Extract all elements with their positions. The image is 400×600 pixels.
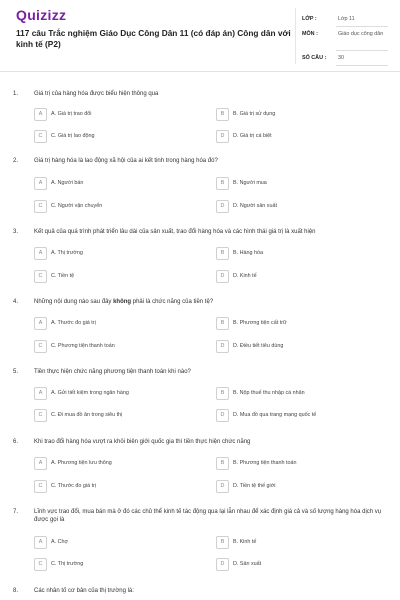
option-letter: A — [34, 177, 47, 190]
option-letter: D — [216, 558, 229, 571]
option-letter: D — [216, 480, 229, 493]
option-text: D. Mua đồ qua trang mạng quốc tế — [233, 412, 317, 418]
option-text: A. Thị trường — [51, 250, 83, 256]
option-text: C. Người vận chuyển — [51, 203, 103, 209]
option-letter: A — [34, 536, 47, 549]
option-letter: C — [34, 480, 47, 493]
option-text: D. Sản xuất — [233, 561, 262, 567]
option-text: C. Đi mua đồ ăn trong siêu thị — [51, 412, 123, 418]
option-letter: C — [34, 558, 47, 571]
question-number: 3. — [13, 229, 19, 235]
question-number: 2. — [13, 158, 19, 164]
option-text: B. Kinh tế — [233, 539, 257, 545]
question-3 — [0, 228, 400, 300]
option-text: C. Thước đo giá trị — [51, 483, 97, 489]
question-6 — [0, 438, 400, 510]
question-7 — [0, 508, 400, 588]
option-letter: B — [216, 536, 229, 549]
meta-divider — [295, 8, 296, 64]
question-text: Tiền thực hiện chức năng phương tiện thanh toán khi nào? — [34, 369, 191, 375]
question-8 — [0, 587, 400, 599]
option-text: C. Phương tiện thanh toán — [51, 343, 115, 349]
question-text-part: phải là chức năng của tiền tệ? — [131, 299, 214, 305]
option-letter: C — [34, 409, 47, 422]
page-header — [0, 0, 400, 72]
option-letter: C — [34, 270, 47, 283]
option-letter: A — [34, 457, 47, 470]
question-text: Các nhân tố cơ bản của thị trường là: — [34, 588, 134, 594]
question-number: 1. — [13, 91, 19, 97]
question-number: 4. — [13, 299, 19, 305]
meta-subject-value: Giáo dục công dân — [338, 31, 384, 37]
option-letter: B — [216, 108, 229, 121]
meta-line — [336, 50, 388, 51]
option-text: C. Tiền tệ — [51, 273, 75, 279]
question-4 — [0, 298, 400, 370]
option-text: B. Phương tiện cất trữ — [233, 320, 287, 326]
option-text: A. Gửi tiết kiệm trong ngân hàng — [51, 390, 129, 396]
option-text: C. Thị trường — [51, 561, 84, 567]
question-2 — [0, 157, 400, 229]
meta-count-label: SỐ CÂU : — [302, 55, 327, 61]
question-number: 7. — [13, 509, 19, 515]
meta-class-value: Lớp 11 — [338, 16, 355, 22]
option-letter: C — [34, 200, 47, 213]
option-text: B. Hàng hóa — [233, 250, 263, 256]
option-text: B. Người mua — [233, 180, 267, 186]
option-text: A. Thước đo giá trị — [51, 320, 96, 326]
option-letter: A — [34, 317, 47, 330]
option-text: D. Giá trị cá biệt — [233, 133, 272, 139]
option-letter: D — [216, 270, 229, 283]
question-text: Giá trị của hàng hóa được biểu hiện thông qua — [34, 91, 159, 97]
option-letter: A — [34, 108, 47, 121]
option-letter: D — [216, 340, 229, 353]
option-text: D. Người sản xuất — [233, 203, 277, 209]
option-text: A. Giá trị trao đổi — [51, 111, 92, 117]
option-text: A. Người bán — [51, 180, 84, 186]
option-letter: D — [216, 200, 229, 213]
meta-line — [336, 65, 388, 66]
option-text: D. Tiền tệ thế giới — [233, 483, 276, 489]
question-text: Lĩnh vực trao đổi, mua bán mà ở đó các chủ thể kinh tế tác động qua lại lẫn nhau để xác định giá cả và số lượng hàng hóa dịch vụ được gọi là — [34, 509, 382, 523]
option-text: C. Giá trị lao động — [51, 133, 95, 139]
option-letter: B — [216, 387, 229, 400]
option-letter: B — [216, 457, 229, 470]
option-letter: B — [216, 177, 229, 190]
option-text: D. Điều tiết tiêu dùng — [233, 343, 284, 349]
option-letter: C — [34, 340, 47, 353]
option-text: B. Giá trị sử dụng — [233, 111, 276, 117]
question-text: Kết quả của quá trình phát triển lâu dài của sản xuất, trao đổi hàng hóa và các hình thái giá trị là xuất hiện — [34, 229, 316, 235]
question-text — [34, 298, 384, 306]
meta-count-value: 30 — [338, 55, 344, 61]
question-1 — [0, 90, 400, 162]
question-number: 5. — [13, 369, 19, 375]
option-letter: A — [34, 387, 47, 400]
meta-class-label: LỚP : — [302, 16, 317, 22]
option-text: A. Chợ — [51, 539, 69, 545]
question-text-emphasis: không — [113, 299, 132, 305]
option-text: B. Phương tiện thanh toán — [233, 460, 297, 466]
question-5 — [0, 368, 400, 440]
option-text: A. Phương tiện lưu thông — [51, 460, 112, 466]
meta-subject-label: MÔN : — [302, 31, 318, 37]
option-text: B. Nộp thuế thu nhập cá nhân — [233, 390, 305, 396]
meta-line — [336, 26, 388, 27]
option-letter: D — [216, 409, 229, 422]
option-letter: C — [34, 130, 47, 143]
question-text-part: Những nội dung nào sau đây — [34, 299, 114, 305]
question-text: Khi trao đổi hàng hóa vượt ra khỏi biên giới quốc gia thì tiền thực hiện chức năng — [34, 439, 251, 445]
question-number: 8. — [13, 588, 19, 594]
question-number: 6. — [13, 439, 19, 445]
option-letter: B — [216, 317, 229, 330]
option-letter: A — [34, 247, 47, 260]
option-text: D. Kinh tế — [233, 273, 257, 279]
question-text: Giá trị hàng hóa là lao động xã hội của ai kết tinh trong hàng hóa đó? — [34, 158, 218, 164]
option-letter: B — [216, 247, 229, 260]
option-letter: D — [216, 130, 229, 143]
quizizz-logo: Quizizz — [16, 7, 67, 23]
document-title: 117 câu Trắc nghiệm Giáo Dục Công Dân 11 (có đáp án) Công dân với kinh tế (P2) — [16, 28, 291, 49]
